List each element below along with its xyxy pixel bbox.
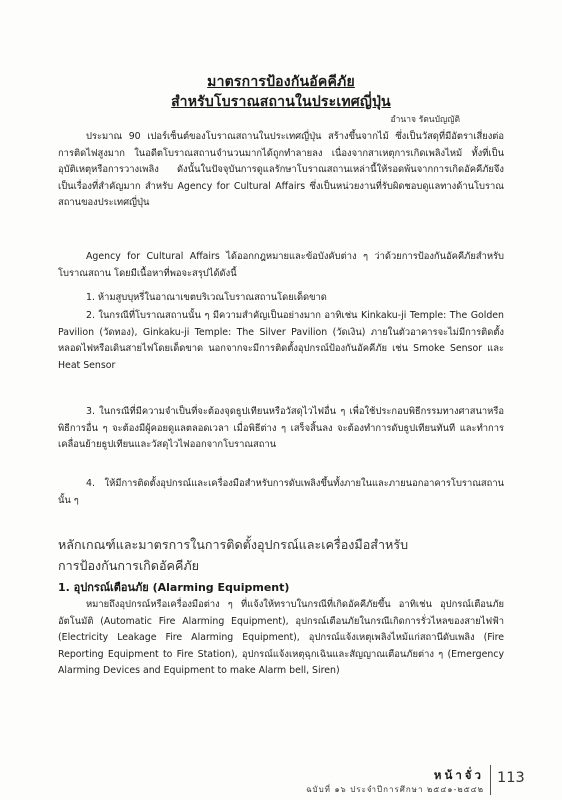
page-number: 113: [497, 770, 525, 786]
title-line-1: มาตรการป้องกันอัคคีภัย: [207, 74, 355, 90]
footer-issue-info: ฉบับที่ ๑๖ ประจำปีการศึกษา ๒๕๔๑-๒๕๔๒: [306, 785, 484, 794]
list-item-1: 1. ห้ามสูบบุหรี่ในอาณาเขตบริเวณโบราณสถานโดยเด็ดขาด: [86, 292, 327, 303]
author: อำนาจ รัตนบัญญัติ: [390, 115, 460, 125]
list-item-3: 3. ในกรณีที่มีความจำเป็นที่จะต้องจุดธูปเทียนหรือวัสดุไวไฟอื่น ๆ เพื่อใช้ประกอบพิธีกรรมทางศาสนาหรือพิธีการอื่น ๆ จะต้องมีผู้คอยดูแลตลอดเวลา เมื่อพิธีต่าง ๆ เสร็จสิ้นลง จะต้องทำการดับธูปเทียนทันที และทำการเคลื่อนย้ายธูปเทียนและวัสดุไวไฟออกจากโบราณสถาน: [58, 406, 504, 450]
footer-divider: [490, 765, 491, 795]
paragraph-intro: ประมาณ 90 เปอร์เซ็นต์ของโบราณสถานในประเทศญี่ปุ่น สร้างขึ้นจากไม้ ซึ่งเป็นวัสดุที่มีอัตราเสี่ยงต่อการติดไฟสูงมาก ในอดีตโบราณสถานจำนวนมากได้ถูกทำลายลง เนื่องจากสาเหตุการเกิดเพลิงไหม้ ทั้งที่เป็นอุบัติเหตุหรือการวางเพลิง ดังนั้นในปัจจุบันการดูแลรักษาโบราณสถานเหล่านี้ให้รอดพ้นจากการเกิดอัคคีภัยจึงเป็นเรื่องที่สำคัญมาก สำหรับ Agency for Cultural Affairs ซึ่งเป็นหน่วยงานที่รับผิดชอบดูแลทางด้านโบราณสถานของประเทศญี่ปุ่น: [58, 131, 504, 208]
title-line-2: สำหรับโบราณสถานในประเทศญี่ปุ่น: [171, 94, 391, 110]
subheading-alarming-equipment: 1. อุปกรณ์เตือนภัย (Alarming Equipment): [58, 581, 290, 594]
paragraph-alarming-equipment: หมายถึงอุปกรณ์หรือเครื่องมือต่าง ๆ ที่แจ้งให้ทราบในกรณีที่เกิดอัคคีภัยขึ้น อาทิเช่น อุปกรณ์เตือนภัยอัตโนมัติ (Automatic Fire Alarming Equipment), อุปกรณ์เตือนภัยในกรณีเกิดการรั่วไหลของสายไฟฟ้า (Electricity Leakage Fire Alarming Equipment), อุปกรณ์แจ้งเหตุเพลิงไหม้แก่สถานีดับเพลิง (Fire Reporting Equipment to Fire Station), อุปกรณ์แจ้งเหตุฉุกเฉินและสัญญาณเตือนภัยต่าง ๆ (Emergency Alarming Devices and Equipment to make Alarm bell, Siren): [58, 599, 504, 676]
section-heading-line-1: หลักเกณฑ์และมาตรการในการติดตั้งอุปกรณ์และเครื่องมือสำหรับ: [58, 537, 409, 552]
list-item-4: 4. ให้มีการติดตั้งอุปกรณ์และเครื่องมือสำหรับการดับเพลิงขึ้นทั้งภายในและภายนอกอาคารโบราณสถานนั้น ๆ: [58, 478, 504, 506]
paragraph-agency: Agency for Cultural Affairs ได้ออกกฎหมายและข้อบังคับต่าง ๆ ว่าด้วยการป้องกันอัคคีภัยสำหรับโบราณสถาน โดยมีเนื้อหาที่พอจะสรุปได้ดังนี้: [58, 251, 504, 279]
footer-journal-title: หน้าจั่ว: [433, 768, 484, 782]
list-item-2: 2. ในกรณีที่โบราณสถานนั้น ๆ มีความสำคัญเป็นอย่างมาก อาทิเช่น Kinkaku-ji Temple: The Golden Pavilion (วัดทอง), Ginkaku-ji Temple: The Silver Pavilion (วัดเงิน) ภายในตัวอาคารจะไม่มีการติดตั้งหลอดไฟหรือเดินสายไฟโดยเด็ดขาด นอกจากจะมีการติดตั้งอุปกรณ์ป้องกันอัคคีภัย เช่น Smoke Sensor และ Heat Sensor: [58, 310, 504, 371]
section-heading-line-2: การป้องกันการเกิดอัคคีภัย: [58, 558, 200, 573]
